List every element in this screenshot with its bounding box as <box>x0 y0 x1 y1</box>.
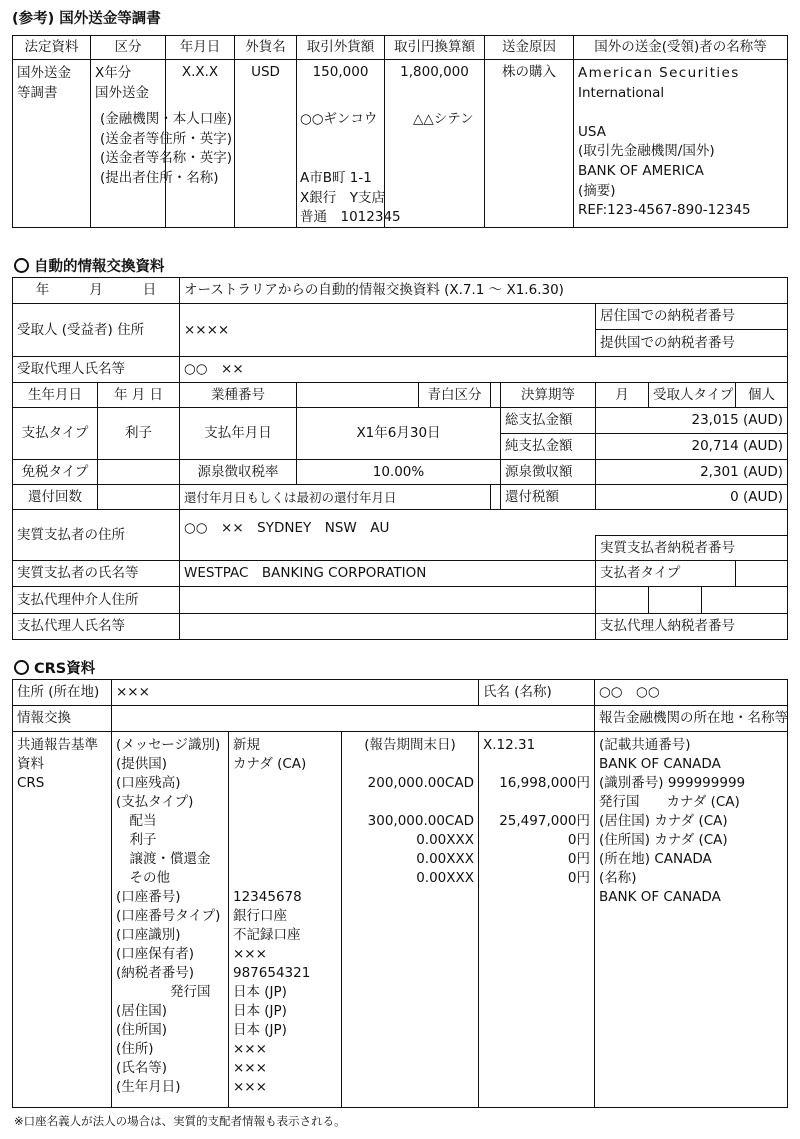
auto-exchange-table <box>12 277 788 640</box>
withholding-rate-label: 源泉徴収税率 <box>180 460 297 485</box>
net-label: 純支払金額 <box>501 434 596 460</box>
header-recipient: 国外の送金(受領)者の名称等 <box>574 36 788 60</box>
currency-cell: USD <box>235 60 297 228</box>
section2-title: 自動的情報交換資料 <box>14 255 165 276</box>
refund-count-value <box>98 485 180 510</box>
gross-value: 23,015 (AUD) <box>596 408 788 434</box>
crs-address-label: 住所 (所在地) <box>13 680 112 706</box>
crs-col2: (メッセージ識別) (提供国) (口座残高) (支払タイプ) 配当 利子 譲渡・償還金 その他 (口座番号) (口座番号タイプ) (口座識別) (口座保有者) (納税者番号) 発行国 (居住国) (住所国) (住所) (氏名等) (生年月日) <box>112 732 229 1108</box>
date-cell: X.X.X <box>166 60 235 228</box>
fiscal-label: 決算期等 <box>501 383 596 408</box>
pay-type-value: 利子 <box>98 408 180 460</box>
exchange-description: オーストラリアからの自動的情報交換資料 (X.7.1 ～ X1.6.30) <box>180 278 788 304</box>
crs-col5: X.12.31 16,998,000円 25,497,000円 0円 0円 0円 <box>479 732 595 1108</box>
agent-name-label: 受取代理人氏名等 <box>13 357 180 383</box>
recipient-type-value: 個人 <box>736 383 788 408</box>
recipient-address: ×××× <box>180 304 596 357</box>
agent-name: ○○ ×× <box>180 357 788 383</box>
recipient-type-label: 受取人タイプ <box>649 383 736 408</box>
exempt-type-value <box>98 460 180 485</box>
crs-name-label: 氏名 (名称) <box>479 680 595 706</box>
header-foreign-amount: 取引外貨額 <box>297 36 385 60</box>
crs-exchange-label: 情報交換 <box>13 706 112 732</box>
residence-tax-number-label: 居住国での納税者番号 <box>596 304 788 330</box>
crs-col3: 新規 カナダ (CA) 12345678 銀行口座 不記録口座 ××× 987654321 日本 (JP) 日本 (JP) 日本 (JP) ××× ××× ××× <box>229 732 342 1108</box>
section3-title: CRS資料 <box>14 657 95 678</box>
exempt-type-label: 免税タイプ <box>13 460 98 485</box>
pay-agent-tax-label: 支払代理人納税者番号 <box>596 614 788 640</box>
crs-col1: 共通報告基準 資料 CRS <box>13 732 112 1108</box>
legal-doc-cell: 国外送金 等調書 <box>13 60 91 228</box>
circle-icon <box>14 258 29 273</box>
crs-col4: (報告期間末日) 200,000.00CAD 300,000.00CAD 0.00XXX 0.00XXX 0.00XXX <box>342 732 479 1108</box>
industry-label: 業種番号 <box>180 383 297 408</box>
payer-name-label: 実質支払者の氏名等 <box>13 561 180 587</box>
remittance-header-row <box>13 36 788 60</box>
header-yen-amount: 取引円換算額 <box>385 36 485 60</box>
footnote: ※口座名義人が法人の場合は、実質的支配者情報も表示される。 <box>14 1114 346 1128</box>
crs-exchange-value <box>112 706 595 732</box>
intermediary-address-label: 支払代理仲介人住所 <box>13 587 180 614</box>
crs-name: ○○ ○○ <box>595 680 788 706</box>
payer-type-value <box>736 561 788 587</box>
crs-reporting-fi-label: 報告金融機関の所在地・名称等 <box>595 706 788 732</box>
bank-kana: ○○ギンコウ <box>300 111 378 127</box>
crs-table <box>12 679 788 1108</box>
pay-agent-value <box>180 614 596 640</box>
provider-tax-number-label: 提供国での納税者番号 <box>596 330 788 357</box>
reason-cell: 株の購入 <box>485 60 574 228</box>
blue-white-label: 青白区分 <box>419 383 491 408</box>
intermediary-extra <box>596 587 788 614</box>
net-value: 20,714 (AUD) <box>596 434 788 460</box>
header-category: 区分 <box>91 36 166 60</box>
recipient-cell: American Securities International USA (取引先金融機関/国外) BANK OF AMERICA (摘要) REF:123-4567-890-12345 <box>574 60 788 228</box>
yen-amount-cell: 1,800,000 <box>385 60 485 228</box>
gross-label: 総支払金額 <box>501 408 596 434</box>
branch-kana: △△シテン <box>413 111 474 127</box>
sender-address: A市B町 1-1 X銀行 Y支店 普通 1012345 <box>300 170 401 226</box>
category-cell: X年分 国外送金 <box>91 60 166 228</box>
crs-address: ××× <box>112 680 479 706</box>
refund-date-value <box>491 485 501 510</box>
refund-count-label: 還付回数 <box>13 485 98 510</box>
header-legal-doc: 法定資料 <box>13 36 91 60</box>
foreign-amount-cell: 150,000 <box>297 60 385 228</box>
section1-labels: (金融機関・本人口座) (送金者等住所・英字) (送金者等名称・英字) (提出者住所・名称) <box>100 111 233 186</box>
crs-col6: (記載共通番号) BANK OF CANADA (識別番号) 999999999 発行国 カナダ (CA) (居住国) カナダ (CA) (住所国) カナダ (CA) (所在地) CANADA (名称) BANK OF CANADA <box>595 732 788 1108</box>
refund-tax-value: 0 (AUD) <box>596 485 788 510</box>
section1-title: (参考) 国外送金等調書 <box>12 11 161 27</box>
pay-agent-label: 支払代理人氏名等 <box>13 614 180 640</box>
payer-tax-number-label: 実質支払者納税者番号 <box>596 536 788 561</box>
pay-date-label: 支払年月日 <box>180 408 297 460</box>
fiscal-month: 月 <box>596 383 649 408</box>
withholding-amount-label: 源泉徴収額 <box>501 460 596 485</box>
header-reason: 送金原因 <box>485 36 574 60</box>
header-date: 年月日 <box>166 36 235 60</box>
recipient-address-label: 受取人 (受益者) 住所 <box>13 304 180 357</box>
withholding-amount-value: 2,301 (AUD) <box>596 460 788 485</box>
blue-white-value <box>491 383 501 408</box>
ymd-header: 年 月 日 <box>13 278 180 304</box>
withholding-rate-value: 10.00% <box>297 460 501 485</box>
refund-date-label: 還付年月日もしくは最初の還付年月日 <box>180 485 491 510</box>
payer-address: ○○ ×× SYDNEY NSW AU <box>180 536 596 561</box>
payer-name: WESTPAC BANKING CORPORATION <box>180 561 596 587</box>
pay-type-label: 支払タイプ <box>13 408 98 460</box>
industry-value <box>297 383 419 408</box>
ymd-small: 年 月 日 <box>98 383 180 408</box>
payer-address-label: 実質支払者の住所 <box>13 510 180 561</box>
header-currency: 外貨名 <box>235 36 297 60</box>
birth-label: 生年月日 <box>13 383 98 408</box>
payer-type-label: 支払者タイプ <box>596 561 736 587</box>
circle-icon <box>14 660 29 675</box>
intermediary-address-value <box>180 587 596 614</box>
pay-date-value: X1年6月30日 <box>297 408 501 460</box>
refund-tax-label: 還付税額 <box>501 485 596 510</box>
